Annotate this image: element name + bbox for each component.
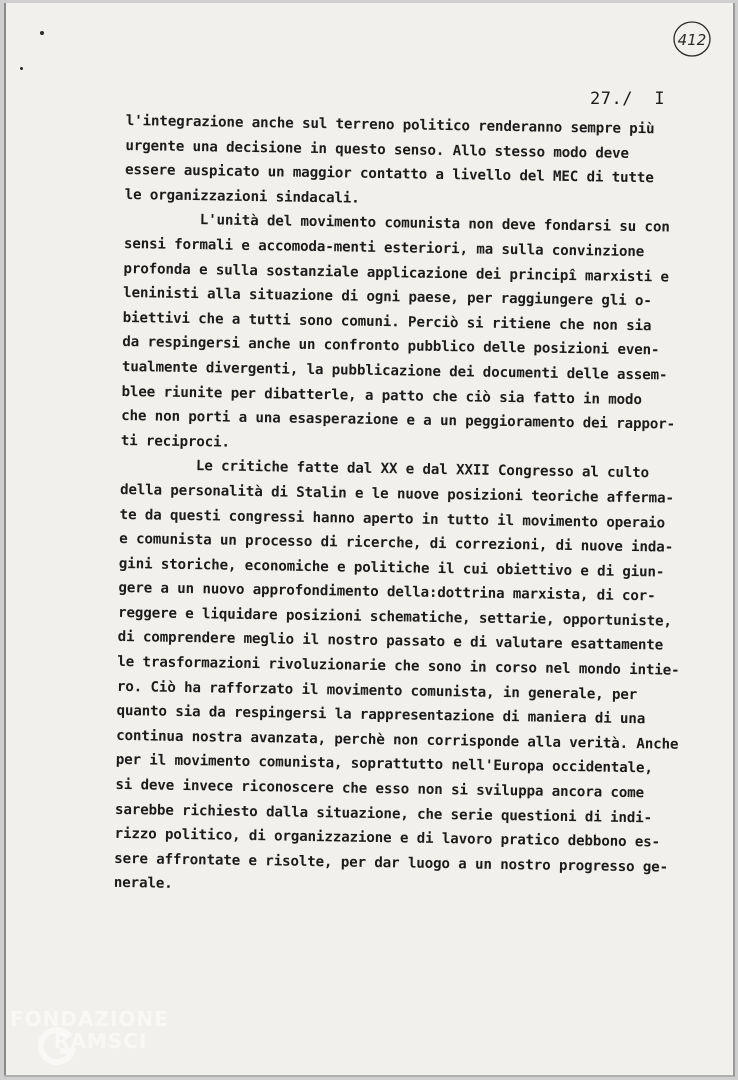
- page-edge-shadow: [4, 3, 6, 1075]
- text-line: reggere e liquidare posizioni schematiche, settarie, opportuniste,: [117, 604, 673, 630]
- archive-number-text: 412: [677, 31, 707, 49]
- text-line: sarebbe richiesto dalla situazione, che serie questioni di indi-: [114, 801, 653, 826]
- text-line: le organizzazioni sindacali.: [124, 186, 360, 207]
- text-line: L'unità del movimento comunista non deve fondarsi su con: [124, 211, 670, 236]
- ink-speck: [40, 31, 44, 35]
- watermark-line-1: FONDAZIONE: [10, 1007, 169, 1031]
- text-line: gini storiche, economiche e politiche il cui obiettivo e di giun-: [118, 555, 665, 581]
- text-line: biettivi che a tutti sono comuni. Perciò si ritiene che non sia: [122, 309, 652, 335]
- text-line: Le critiche fatte dal XX e dal XXII Congresso al culto: [120, 457, 650, 482]
- text-line: essere auspicato un maggior contatto a livello del MEC di tutte: [124, 162, 654, 187]
- text-line: tualmente divergenti, la pubblicazione dei documenti delle assem-: [121, 358, 668, 384]
- text-line: di comprendere meglio il nostro passato e di valutare esattamente: [117, 629, 664, 654]
- text-line: urgente una decisione in questo senso. Allo stesso modo deve: [125, 137, 629, 162]
- fondazione-gramsci-watermark: [10, 999, 200, 1077]
- text-line: ro. Ciò ha rafforzato il movimento comunista, in generale, per: [116, 678, 638, 703]
- watermark-g-logo-icon: [36, 1025, 78, 1067]
- ink-speck: [20, 67, 23, 70]
- text-line: si deve invece riconoscere che esso non si sviluppa ancora come: [115, 776, 645, 802]
- text-line: leninisti alla situazione di ogni paese, per raggiungere gli o-: [122, 285, 652, 310]
- text-line: le trasformazioni rivoluzionarie che sono in corso nel mondo intie-: [117, 653, 680, 679]
- text-line: l'integrazione anche sul terreno politico renderanno sempre più: [125, 112, 655, 138]
- stamp-circle-icon: [672, 19, 712, 59]
- text-line: nerale.: [113, 875, 173, 893]
- archive-number-stamp: [672, 19, 712, 59]
- text-line: da respingersi anche un confronto pubblico delle posizioni even-: [122, 334, 660, 359]
- text-line: e comunista un processo di ricerche, di correzioni, di nuove inda-: [119, 531, 674, 556]
- text-line: sensi formali e accomoda-menti esteriori, ma sulla convinzione: [123, 235, 645, 261]
- text-line: profonda e sulla sostanziale applicazione dei principî marxisti e: [123, 260, 670, 286]
- text-line: ti reciproci.: [120, 432, 230, 451]
- text-line: per il movimento comunista, soprattutto nell'Europa occidentale,: [115, 752, 653, 777]
- text-line: che non porti a una esasperazione e a un peggioramento dei rappor-: [121, 408, 676, 433]
- text-line: gere a un nuovo approfondimento della:dottrina marxista, di cor-: [118, 580, 656, 605]
- watermark-line-2: RAMSCI: [54, 1029, 148, 1053]
- text-line: della personalità di Stalin e le nuove posizioni teoriche afferma-: [119, 481, 674, 507]
- typewritten-body: [114, 109, 726, 905]
- text-line: te da questi congressi hanno aperto in tutto il movimento operaio: [119, 506, 666, 532]
- page-number: 27./ I: [590, 89, 666, 109]
- text-line: sere affrontate e risolte, per dar luogo a un nostro progresso ge-: [114, 850, 669, 876]
- text-line: blee riunite per dibatterle, a patto che ciò sia fatto in modo: [121, 383, 642, 408]
- text-line: quanto sia da respingersi la rappresentazione di maniera di una: [116, 703, 646, 728]
- document-page: [4, 3, 735, 1077]
- text-line: rizzo politico, di organizzazione e di lavoro pratico debbono es-: [114, 826, 661, 851]
- text-line: continua nostra avanzata, perchè non corrisponde alla verità. Anche: [116, 727, 679, 753]
